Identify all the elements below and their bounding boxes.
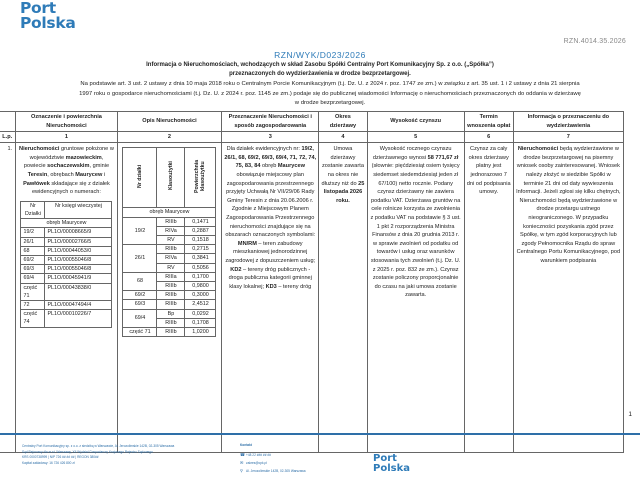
- intro-line-2: 1997 roku o gospodarce nieruchomościami (t.j. Dz. U. z 2024 r. poz. 1145 ze zm.) podaje się do publicznej wiadomości Informację o nieruchomościach przeznaczonych do oddania w dzierżawę: [79, 90, 581, 97]
- contact-phone[interactable]: +48 22 ### ## ##: [246, 453, 271, 457]
- land-class: RIIIa: [157, 272, 185, 281]
- parcel-row: [21, 237, 112, 246]
- land-area: 0,9800: [185, 282, 216, 291]
- designation-cell: [16, 143, 118, 453]
- parcel-list: 19/2, 26/1, 68, 69/2, 69/3, 69/4, 71, 72, 74, 75, 83, 84: [224, 146, 317, 170]
- header-designation: Oznaczenie i powierzchnia Nieruchomości: [16, 112, 118, 132]
- text: Wysokość rocznego czynszu dzierżawnego wynosi: [372, 146, 452, 161]
- text: Dla działek ewidencyjnych nr:: [226, 146, 300, 153]
- port-polska-logo: [20, 1, 76, 31]
- text: będą wydzierżawione w drodze bezprzetargowej na pisemny wniosek osoby zainteresowanej. Wniosek należy złożyć w siedzibie Spółki w terminie 21 dni od daty wywieszenia Informacji. Jeżeli zgłosi się kilku chętnych, Nieruchomości będą wydzierżawione w drodze przetargu ustnego nieograniczonego. W przypadku konieczności pozyskania zgód przez Spółkę, w tym zgód korporacyjnych lub zgody Pełnomocnika Rządu do spraw Centralnego Portu Komunikacyjnego, pod warunkiem podpisania: [516, 146, 621, 264]
- parcel-nr: 69/4: [21, 274, 45, 283]
- land-area: 0,3841: [185, 254, 216, 263]
- parcel-nr: 68: [123, 272, 157, 290]
- land-register-nr: PL1O/00055046/8: [45, 265, 112, 274]
- land-class: RIIIb: [157, 318, 185, 327]
- designation-text: [16, 143, 117, 199]
- parcel-nr-header: Nr Działki: [21, 201, 45, 218]
- parcel-nr: część 71: [123, 328, 157, 337]
- bold-text: Maurycew: [75, 171, 103, 178]
- land-class: RIIIb: [157, 282, 185, 291]
- footer-logo-line-2: Polska: [373, 462, 410, 474]
- rent-cell: [367, 143, 464, 453]
- purpose-cell: [222, 143, 319, 453]
- company-line-3: KRS 0000738999 | NIP 726 ## ## ## | REGON 380##: [22, 455, 99, 459]
- payment-term-text: Czynsz za cały okres dzierżawy płatny jest jednorazowo 7 dni od podpisania umowy.: [466, 146, 511, 196]
- intro-paragraph: [20, 80, 640, 109]
- land-class: RV: [157, 263, 185, 272]
- text: , powiecie: [23, 154, 104, 170]
- company-line-1: Centralny Port Komunikacyjny sp. z o.o. z siedzibą w Warszawie, Al. Jerozolimskie 142B, 02-305 Warszawa: [22, 444, 175, 448]
- phone-icon: ☎: [240, 452, 245, 457]
- text: – teren zabudowy mieszkaniowej jednorodzinnej zagrodowej z dopuszczeniem usług;: [225, 240, 316, 264]
- property-table: [0, 111, 624, 453]
- land-area: 1,0200: [185, 328, 216, 337]
- land-area: 0,1700: [185, 272, 216, 281]
- title-line-2: przeznaczonych do wydzierżawienia w drodze bezprzetargowej.: [229, 71, 411, 77]
- parcel-nr: 68: [21, 246, 45, 255]
- footer-divider: [0, 433, 640, 435]
- land-class: RIVa: [157, 254, 185, 263]
- company-line-4: Kapitał zakładowy: 16 726 426 800 zł: [22, 460, 75, 465]
- land-area: 0,1708: [185, 318, 216, 327]
- parcel-nr: 69/2: [123, 291, 157, 300]
- lease-info-cell: [513, 143, 623, 453]
- footer-logo: [373, 454, 410, 473]
- parcel-nr: 72: [21, 300, 45, 309]
- contact-email[interactable]: zakres@cpk.pl: [246, 461, 267, 465]
- reference-number: RZN.4014.35.2026: [563, 38, 626, 45]
- contact-address: Al. Jerozolimskie 142B, 02-305 Warszawa: [246, 469, 306, 473]
- land-classes-table: [122, 147, 216, 337]
- bold-text: sochaczewskim: [47, 163, 90, 170]
- document-number: RZN/WYK/D023/2026: [274, 50, 366, 60]
- bold-text: Teresin: [27, 171, 48, 178]
- land-class: RIIIb: [157, 217, 185, 226]
- text: obręb: [262, 163, 278, 170]
- bold-text: Maurycew: [277, 163, 305, 170]
- land-class: Bp: [157, 309, 185, 318]
- parcel-nr: 26/1: [21, 237, 45, 246]
- parcel-row: [21, 283, 112, 300]
- symbol-mn-rm: MN/RM: [237, 240, 257, 247]
- parcel-row: [21, 310, 112, 327]
- land-area: 0,2715: [185, 245, 216, 254]
- land-area: 2,4512: [185, 300, 216, 309]
- land-register-nr: PL1O/00008665/9: [45, 228, 112, 237]
- text: Umowa dzierżawy zostanie zawarta na okres nie dłuższy niż do: [321, 146, 364, 187]
- land-area: 0,3000: [185, 291, 216, 300]
- parcel-nr: część 74: [21, 310, 45, 327]
- description-cell: [117, 143, 221, 453]
- land-area: 0,5056: [185, 263, 216, 272]
- symbol-kd2: KD2: [230, 266, 242, 273]
- logo-line-1: Port: [20, 0, 56, 17]
- col-num-2: 2: [117, 132, 221, 143]
- rent-text: [368, 143, 464, 302]
- col-num-1: 1: [16, 132, 118, 143]
- land-class: RIIIb: [157, 328, 185, 337]
- parcel-row: [21, 300, 112, 309]
- land-area: 0,0292: [185, 309, 216, 318]
- text: , obrębach: [47, 171, 76, 178]
- land-class-area-header: Powierzchnia klasoużytku: [194, 159, 207, 193]
- section-maurycew: obręb Maurycew: [123, 208, 216, 217]
- symbol-kd3: KD3: [265, 283, 277, 290]
- footer-logo-line-1: Port: [373, 453, 397, 464]
- lease-period-text: [319, 143, 366, 207]
- parcel-nr: 69/4: [123, 309, 157, 327]
- land-register-nr: PL1O/00002766/5: [45, 237, 112, 246]
- land-class: RIIIb: [157, 291, 185, 300]
- lease-period-cell: [319, 143, 367, 453]
- land-classes-header: [123, 148, 216, 208]
- header-lease-info: Informacja o przeznaczeniu do wydzierżawienia: [513, 112, 623, 132]
- parcel-row: [21, 255, 112, 264]
- text: gruntowe położone w województwie: [29, 146, 114, 161]
- text: , gminie: [89, 163, 110, 170]
- column-number-row: [0, 132, 624, 143]
- parcel-row: [21, 246, 112, 255]
- land-register-nr: PL1O/00010226/7: [45, 310, 112, 327]
- text: składające się z działek ewidencyjnych o numerach:: [31, 180, 110, 196]
- text: obowiązuje miejscowy plan zagospodarowania przestrzennego przyjęty Uchwałą Nr VII/29/06 Rady Gminy Teresin z dnia 20.06.2006 r. Zgodnie z Miejscowym Planem Zagospodarowania Przestrzennego nieruchomości znajdujące się na obszarach oznaczonych symbolami:: [225, 171, 316, 239]
- land-register-nr: PL1O/00043838/0: [45, 283, 112, 300]
- parcel-row: [21, 274, 112, 283]
- parcel-nr: 26/1: [123, 245, 157, 273]
- header-lease-period: Okres dzierżawy: [319, 112, 367, 132]
- land-area: 0,2887: [185, 226, 216, 235]
- contact-label: Kontakt: [240, 443, 252, 447]
- text: – tereny dróg publicznych -droga publiczna kategorii gminnej klasy lokalnej;: [228, 266, 312, 290]
- parcel-nr: 69/3: [123, 300, 157, 309]
- col-num-6: 6: [464, 132, 513, 143]
- col-num-7: 7: [513, 132, 623, 143]
- land-class: RIIIb: [157, 245, 185, 254]
- col-num-4: 4: [319, 132, 367, 143]
- intro-line-3: w drodze bezprzetargowej.: [294, 100, 366, 106]
- intro-line-1: Na podstawie art. 3 ust. 2 ustawy z dnia 10 maja 2018 roku o Centralnym Porcie Komunikacyjnym (t.j. Dz. U. z 2024 r. poz. 1747 ze zm.) w związku z art. 35 ust. 1 i 2 ustawy z dnia 21 sierpnia: [80, 81, 580, 87]
- rent-amount: 58 771,67 zł: [427, 154, 459, 161]
- parcels-table: [20, 201, 112, 328]
- lease-end-date: 25 listopada 2026 roku.: [323, 180, 365, 204]
- parcels-header: [21, 201, 112, 218]
- logo-line-2: Polska: [20, 14, 76, 32]
- location-pin-icon: ⚲: [240, 468, 243, 473]
- payment-term-cell: [464, 143, 513, 453]
- parcel-row: [21, 265, 112, 274]
- document-title: [0, 61, 640, 79]
- land-area: 0,1518: [185, 236, 216, 245]
- parcel-nr: część 71: [21, 283, 45, 300]
- header-purpose: Przeznaczenie Nieruchomości i sposób zagospodarowania: [222, 112, 319, 132]
- section-maurycew: obręb Maurycew: [21, 219, 112, 228]
- purpose-text: [222, 143, 318, 293]
- land-area: 0,1471: [185, 217, 216, 226]
- text: i: [102, 171, 106, 178]
- land-class-header: Klasoużytki: [167, 161, 174, 191]
- land-register-nr: PL1O/00044053/0: [45, 246, 112, 255]
- land-register-nr: PL1O/00047494/4: [45, 300, 112, 309]
- land-register-nr: PL1O/00055046/8: [45, 255, 112, 264]
- col-num-lp: L.p.: [0, 132, 16, 143]
- row-lp: 1.: [0, 143, 16, 453]
- col-num-5: 5: [367, 132, 464, 143]
- bold-text: Pawłówek: [23, 180, 50, 187]
- parcel-nr: 19/2: [21, 228, 45, 237]
- bold-text: Nieruchomości: [19, 146, 60, 153]
- parcel-nr: 69/2: [21, 255, 45, 264]
- parcel-row: [21, 228, 112, 237]
- bold-text: mazowieckim: [65, 154, 102, 161]
- text: (słownie: pięćdziesiąt osiem tysięcy siedemset siedemdziesiąt jeden zł 67/100) netto rocznie. Podany czynsz dzierżawny nie zawiera podatku VAT. Dzierżawa gruntów na cele rolnicze korzysta ze zwolnienia z podatku VAT na podstawie § 3 ust. 1 pkt 2 rozporządzenia Ministra Finansów z dnia 20 grudnia 2013 r. w sprawie zwolnień od podatku od towarów i usług oraz warunków stosowania tych zwolnień (t.j. Dz. U. z 2025 r. poz. 832 ze zm.). Czynsz zostanie policzony proporcjonalnie do czasu na jaki umowa zostanie zawarta.: [370, 163, 461, 299]
- text: – tereny dróg: [276, 283, 312, 290]
- land-class: RIVa: [157, 226, 185, 235]
- title-line-1: Informacja o Nieruchomościach, wchodzących w skład Zasobu Spółki Centralny Port Komunikacyjny Sp. z o.o. („Spółka”): [146, 62, 494, 68]
- land-class: RIIIb: [157, 300, 185, 309]
- footer-company-info: [22, 444, 174, 466]
- col-num-3: 3: [222, 132, 319, 143]
- bold-text: Nieruchomości: [517, 146, 559, 153]
- land-register-header: Nr księgi wieczystej: [45, 201, 112, 218]
- land-register-nr: PL1O/00045941/9: [45, 274, 112, 283]
- land-class: RV: [157, 236, 185, 245]
- parcel-nr: 69/3: [21, 265, 45, 274]
- header-row: [0, 112, 624, 132]
- header-payment-term: Termin wnoszenia opłat: [464, 112, 513, 132]
- company-line-2: Sąd Rejonowy dla m.st. Warszawy, XII Wydział Gospodarczy Krajowego Rejestru Sądowego: [22, 449, 153, 454]
- footer-contact: [240, 442, 306, 475]
- mail-icon: ✉: [240, 460, 244, 465]
- header-rent: Wysokość czynszu: [367, 112, 464, 132]
- parcel-nr: 19/2: [123, 217, 157, 245]
- header-lp: [0, 112, 16, 132]
- page-number: 1: [628, 411, 632, 418]
- parcel-nr-header: Nr działki: [136, 164, 143, 188]
- lease-info-text: [514, 143, 623, 267]
- header-description: Opis Nieruchomości: [117, 112, 221, 132]
- table-row: [0, 143, 624, 453]
